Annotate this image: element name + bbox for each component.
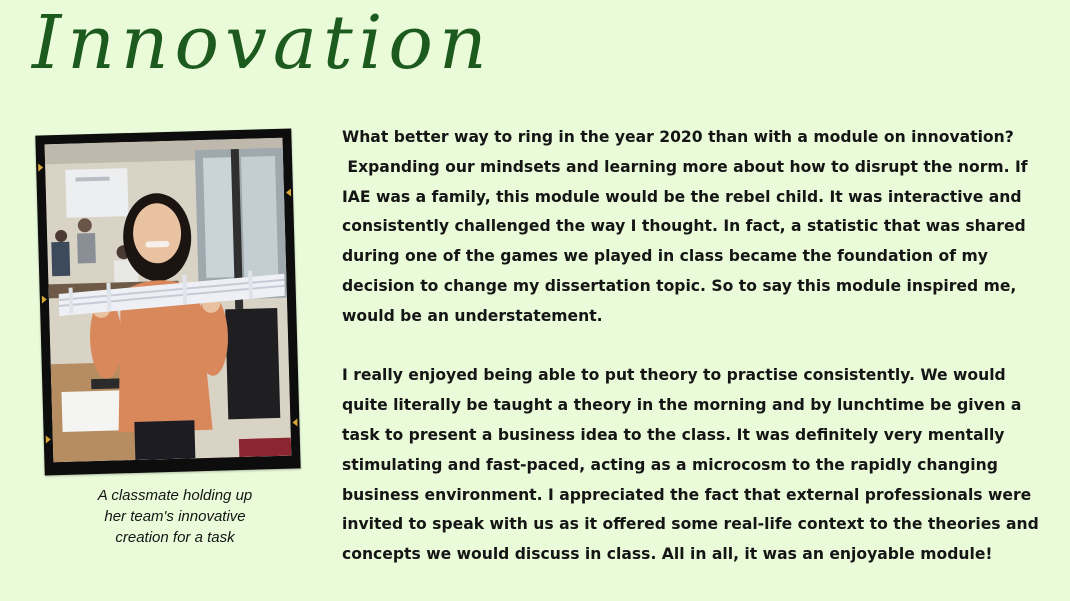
film-notch: [292, 418, 297, 426]
photo-illustration: [45, 138, 292, 463]
paragraph-gap: [342, 332, 1054, 362]
text-line: task to present a business idea to the class. It was definitely very mentally: [342, 425, 1005, 444]
paragraph-1: [342, 123, 1054, 332]
text-line: would be an understatement.: [342, 306, 603, 325]
text-line: business environment. I appreciated the fact that external professionals were: [342, 485, 1032, 504]
body-text: [342, 123, 1054, 570]
text-line: quite literally be taught a theory in the morning and by lunchtime be given a: [342, 396, 1022, 415]
film-notch: [38, 163, 43, 171]
photo-caption: [70, 485, 280, 548]
text-line: invited to speak with us as it offered some real-life context to the theories and: [342, 515, 1039, 534]
text-line: concepts we would discuss in class. All in all, it was an enjoyable module!: [342, 545, 993, 564]
paragraph-2: [342, 361, 1054, 570]
text-line: consistently challenged the way I thought. In fact, a statistic that was shared: [342, 217, 1026, 236]
page-title: Innovation: [32, 0, 493, 86]
text-line: decision to change my dissertation topic. So to say this module inspired me,: [342, 276, 1017, 295]
text-line: during one of the games we played in class became the foundation of my: [342, 247, 988, 266]
caption-line: A classmate holding up: [97, 487, 253, 504]
photo-frame: [35, 128, 300, 475]
caption-line: her team's innovative: [104, 508, 246, 525]
text-line: stimulating and fast-paced, acting as a microcosm to the rapidly changing: [342, 455, 998, 474]
film-notch: [42, 295, 47, 303]
text-line: Expanding our mindsets and learning more about how to disrupt the norm. If: [342, 157, 1028, 176]
caption-line: creation for a task: [115, 529, 235, 546]
film-notch: [286, 189, 291, 197]
text-line: IAE was a family, this module would be the rebel child. It was interactive and: [342, 187, 1022, 206]
text-line: I really enjoyed being able to put theory to practise consistently. We would: [342, 366, 1006, 385]
film-notch: [46, 435, 51, 443]
classmate-photo: [45, 138, 292, 463]
text-line: What better way to ring in the year 2020 than with a module on innovation?: [342, 128, 1014, 146]
